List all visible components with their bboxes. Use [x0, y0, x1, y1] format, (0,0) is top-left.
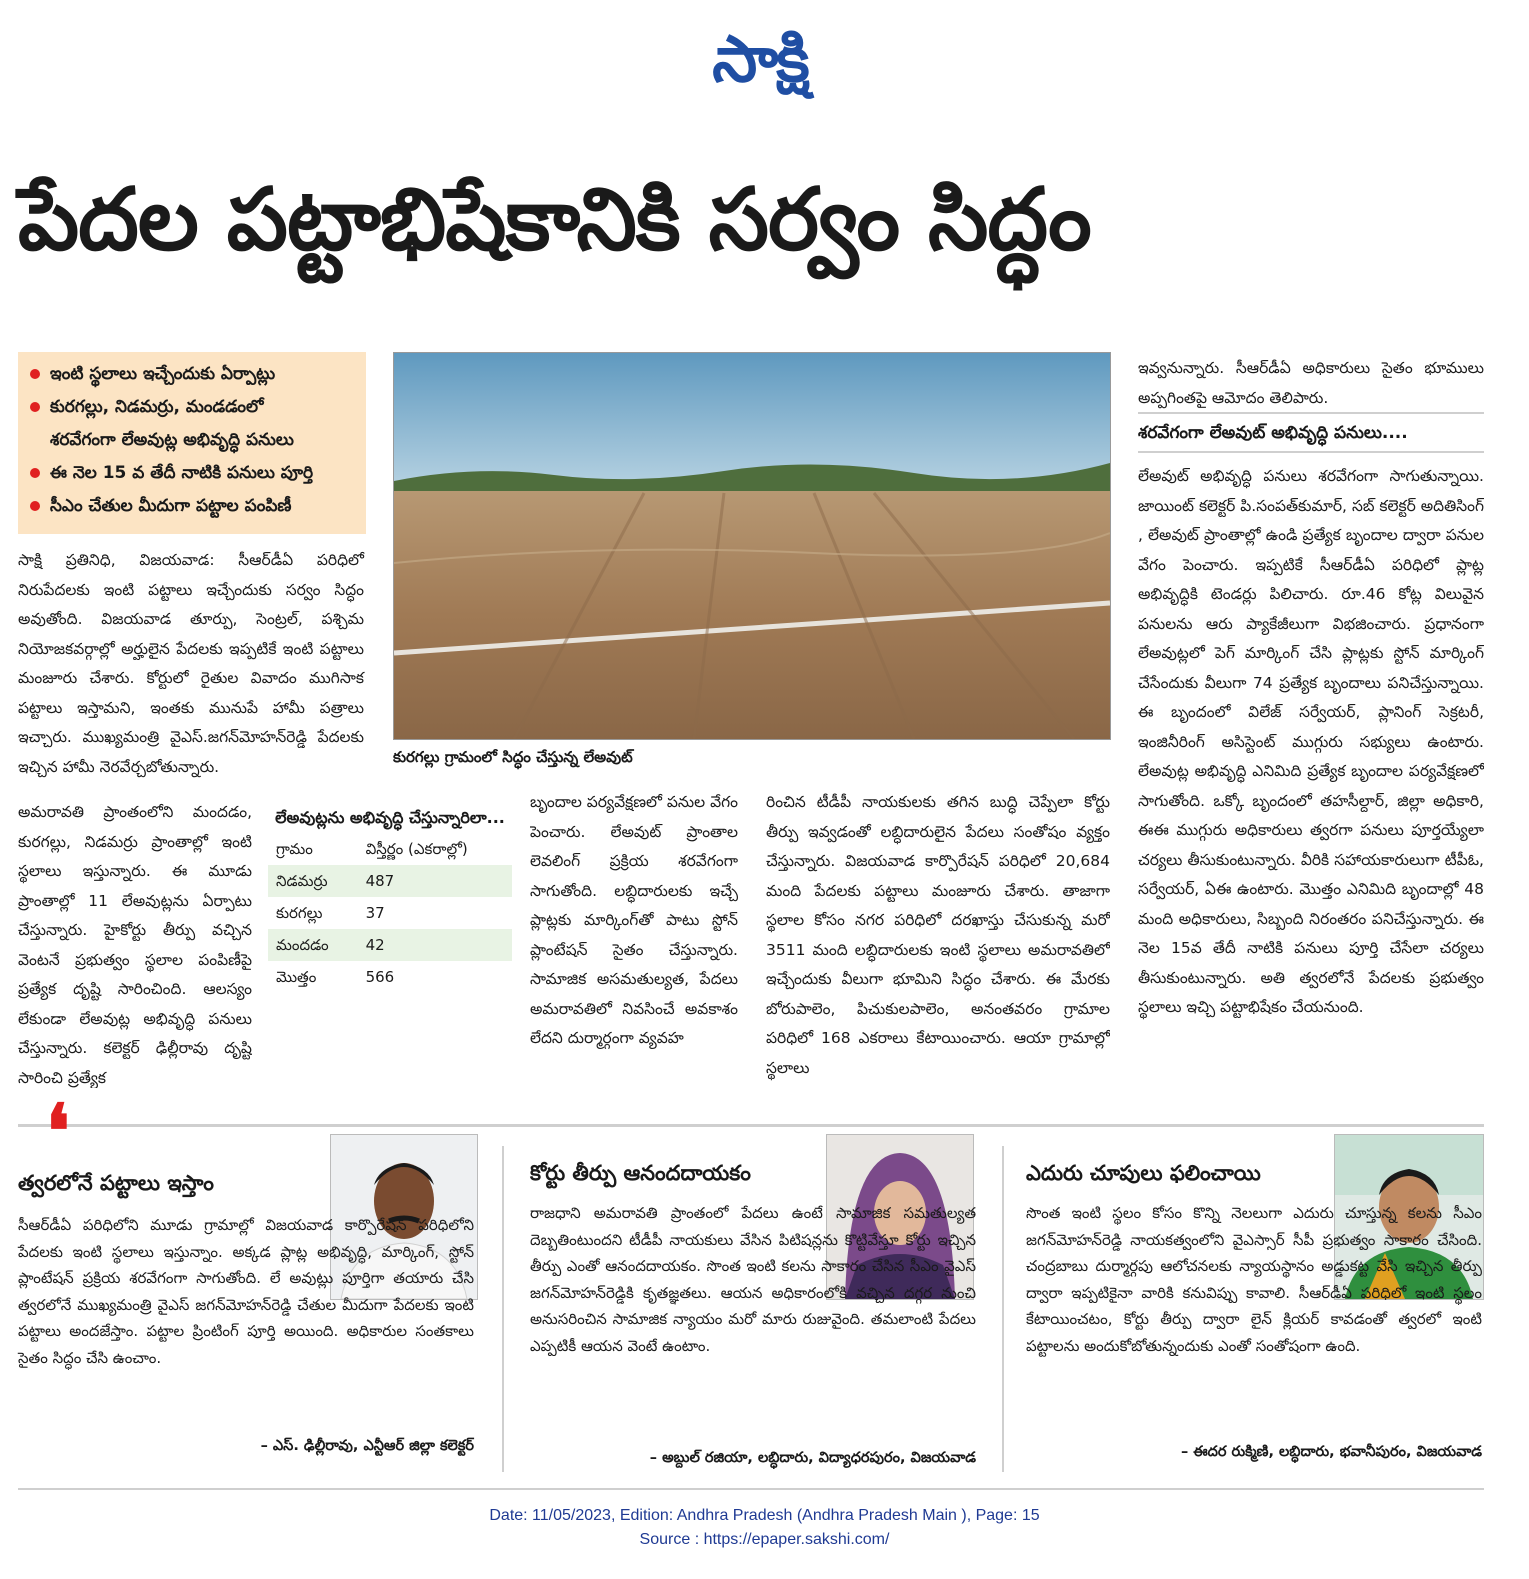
quote-body: సొంత ఇంటి స్థలం కోసం కొన్ని నెలలుగా ఎదురు చూస్తున్న కలను సీఎం జగన్‌మోహన్‌రెడ్డి నాయకత్వంలోని వైఎస్సార్‌ సీపీ ప్రభుత్వం సాకారం చేసింది. చంద్రబాబు దుర్మార్గపు ఆలోచనలకు న్యాయస్థానం అడ్డుకట్ట వేసి ఇచ్చిన తీర్పు ద్వారా ఇప్పటికైనా వారికి కనువిప్పు కావాలి. సీఆర్‌డీఏ పరిధిలో ఇంటి స్థలం కేటాయించటం, కోర్టు తీర్పు ద్వారా లైన్‌ క్లియర్‌ కావడంతో త్వరలో ఇంటి పట్టాలను అందుకోబోతున్నందుకు ఎంతో సంతోషంగా ఉంది.: [1026, 1204, 1482, 1355]
quote-heading: కోర్టు తీర్పు ఆనందదాయకం: [530, 1161, 751, 1185]
article-text: ఇవ్వనున్నారు. సీఆర్‌డీఏ అధికారులు సైతం భూములు అప్పగింతపై ఆమోదం తెలిపారు.: [1138, 359, 1484, 407]
table-cell-area: 42: [358, 929, 512, 961]
table-title: లేఅవుట్లను అభివృద్ధి చేస్తున్నారిలా...: [275, 808, 505, 827]
quote-signature: – అబ్దుల్‌ రజియా, లబ్ధిదారు, విద్యాధరపురం, విజయవాడ: [649, 1450, 976, 1466]
quote-body: రాజధాని అమరావతి ప్రాంతంలో పేదలు ఉంటే సామాజిక సమతుల్యత దెబ్బతింటుందని టీడీపీ నాయకులు వేసిన పిటిషన్లను కొట్టివేస్తూ కోర్టు ఇచ్చిన తీర్పు ఎంతో ఆనందదాయకం. సొంత ఇంటి కలను సాకారం చేసిన సీఎం వైఎస్‌ జగన్‌మోహన్‌రెడ్డికి కృతజ్ఞతలు. ఆయన అధికారంలోకి వచ్చిన దగ్గర నుంచి అనుసరించిన సామాజిక న్యాయం మరో మారు రుజువైంది. తమలాంటి పేదలు ఎప్పటికీ ఆయన వెంటే ఉంటాం.: [530, 1204, 976, 1355]
table-cell-village: మొత్తం: [276, 968, 317, 986]
area-table: [268, 833, 512, 993]
article-text: లేఅవుట్‌ అభివృద్ధి పనులు శరవేగంగా సాగుతున్నాయి. జాయింట్‌ కలెక్టర్‌ పి.సంపత్‌కుమార్, సబ్‌ కలెక్టర్‌ అదితిసింగ్‌ , లేఅవుట్‌ ప్రాంతాల్లో ఉండి ప్రత్యేక బృందాల ద్వారా పనుల వేగం పెంచారు. ఇప్పటికే సీఆర్‌డీఏ పరిధిలో ప్లాట్ల అభివృద్ధికి టెండర్లు పిలిచారు. రూ.46 కోట్ల విలువైన పనులను ఆరు ప్యాకేజీలుగా విభజించారు. ప్రధానంగా లేఅవుట్లలో పెగ్‌ మార్కింగ్‌ చేసి ప్లాట్లకు స్టోన్‌ మార్కింగ్‌ చేసేందుకు వీలుగా 74 ప్రత్యేక బృందాలు పనిచేస్తున్నాయి. ఈ బృందంలో విలేజ్‌ సర్వేయర్, ప్లానింగ్‌ సెక్రటరీ, ఇంజినీరింగ్‌ అసిస్టెంట్‌ ముగ్గురు సభ్యులు ఉంటారు. లేఅవుట్ల అభివృద్ధి ఎనిమిది ప్రత్యేక బృందాల పర్యవేక్షణలో సాగుతోంది. ఒక్కో బృందంలో తహసీల్దార్, జిల్లా అధికారి, ఈఈ ముగ్గురు అధికారులు త్వరగా పనులు పూర్తయ్యేలా చర్యలు తీసుకుంటున్నారు. వీరికి సహాయకారులుగా టీపీఓ, సర్వేయర్, ఏఈ ఉంటారు. మొత్తం ఎనిమిది బృందాల్లో 48 మంది అధికారులు, సిబ్బంది నిరంతరం పనిచేస్తున్నారు. ఈ నెల 15వ తేదీ నాటికి పనులు పూర్తి చేసేలా చర్యలు తీసుకుంటున్నారు. అతి త్వరలోనే పేదలకు ప్రభుత్వం స్థలాలు ఇచ్చి పట్టాభిషేకం చేయనుంది.: [1138, 467, 1484, 1016]
table-header-area: విస్తీర్ణం (ఎకరాల్లో): [365, 840, 468, 858]
highlight-item: కురగల్లు, నిడమర్రు, మండడంలో: [28, 391, 356, 424]
bullet-icon: [30, 402, 40, 412]
quote-heading: ఎదురు చూపులు ఫలించాయి: [1026, 1161, 1261, 1185]
divider: [1138, 412, 1484, 414]
article-column-3: [766, 788, 1110, 1088]
table-row: [268, 929, 512, 961]
bullet-icon: [30, 468, 40, 478]
article-column-2: [530, 788, 738, 1088]
column-divider: [502, 1146, 504, 1472]
article-column-1-bottom: [18, 798, 252, 1088]
table-header-row: [268, 833, 512, 865]
highlight-item: సీఎం చేతుల మీదుగా పట్టాల పంపిణీ: [28, 490, 356, 523]
table-cell-village: నిడమర్రు: [268, 865, 358, 897]
headline: పేదల పట్టాభిషేకానికి సర్వం సిద్ధం: [18, 170, 1091, 270]
footer: [0, 1504, 1529, 1552]
layout-site-photo: [393, 352, 1111, 740]
table-cell-village: కురగల్లు: [276, 904, 323, 922]
divider: [1138, 451, 1484, 453]
table-header-village: గ్రామం: [276, 840, 313, 858]
highlight-item-continued: శరవేగంగా లేఅవుట్ల అభివృద్ధి పనులు: [50, 430, 294, 450]
quote-heading: త్వరలోనే పట్టాలు ఇస్తాం: [18, 1171, 214, 1195]
article-column-4-top: [1138, 354, 1484, 413]
table-row: [268, 865, 512, 897]
layout-area-table: [268, 798, 512, 1078]
table-cell-area: 487: [358, 865, 512, 897]
footer-source-link[interactable]: Source : https://epaper.sakshi.com/: [639, 1531, 890, 1548]
highlights-box: [18, 352, 366, 534]
bullet-icon: [30, 369, 40, 379]
column-divider: [1002, 1146, 1004, 1472]
quote-signature: – ఎస్‌. ఢిల్లీరావు, ఎన్టీఆర్‌ జిల్లా కలెక్టర్‌: [260, 1438, 474, 1454]
highlight-item: ఇంటి స్థలాలు ఇచ్చేందుకు ఏర్పాట్లు: [28, 358, 356, 391]
table-cell-area: 566: [365, 968, 395, 986]
table-row: [268, 897, 512, 929]
footer-divider: [18, 1488, 1484, 1490]
article-text: రించిన టీడీపీ నాయకులకు తగిన బుద్ధి చెప్పేలా కోర్టు తీర్పు ఇవ్వడంతో లబ్ధిదారులైన పేదలు సంతోషం వ్యక్తం చేస్తున్నారు. విజయవాడ కార్పొరేషన్‌ పరిధిలో 20,684 మంది పేదలకు పట్టాలు మంజూరు చేశారు. తాజాగా స్థలాల కోసం నగర పరిధిలో దరఖాస్తు చేసుకున్న మరో 3511 మంది లబ్ధిదారులకు ఇంటి స్థలాలు అమరావతిలో ఇచ్చేందుకు వీలుగా భూమిని సిద్ధం చేశారు. ఈ మేరకు బోరుపాలెం, పిచుకులపాలెం, అనంతవరం గ్రామాల పరిధిలో 168 ఎకరాలు కేటాయించారు. ఆయా గ్రామాల్లో స్థలాలు: [766, 793, 1110, 1077]
quote-icon: ❛: [46, 1089, 70, 1175]
sakshi-logo: సాక్షి: [712, 23, 808, 97]
article-column-1-top: [18, 546, 364, 782]
table-cell-area: 37: [365, 904, 385, 922]
quotes-divider: [18, 1124, 1484, 1127]
highlight-item: ఈ నెల 15 వ తేదీ నాటికి పనులు పూర్తి: [28, 457, 356, 490]
section-subheading: శరవేగంగా లేఅవుట్‌ అభివృద్ధి పనులు....: [1138, 423, 1408, 443]
article-text: సాక్షి ప్రతినిధి, విజయవాడ: సీఆర్‌డీఏ పరిధిలో నిరుపేదలకు ఇంటి పట్టాలు ఇచ్చేందుకు సర్వం సిద్ధం అవుతోంది. విజయవాడ తూర్పు, సెంట్రల్, పశ్చిమ నియోజకవర్గాల్లో అర్హులైన పేదలకు ఇప్పటికే ఇంటి పట్టాలు మంజూరు చేశారు. కోర్టులో రైతుల వివాదం ముగిసాక పట్టాలు ఇస్తామని, ఇంతకు మునుపే హామీ పత్రాలు ఇచ్చారు. ముఖ్యమంత్రి వైఎస్‌.జగన్‌మోహన్‌రెడ్డి పేదలకు ఇచ్చిన హామీ నెరవేర్చబోతున్నారు.: [18, 551, 364, 776]
article-text: బృందాల పర్యవేక్షణలో పనుల వేగం పెంచారు. లేఅవుట్‌ ప్రాంతాల లెవలింగ్‌ ప్రక్రియ శరవేగంగా సాగుతోంది. లబ్ధిదారులకు ఇచ్చే ప్లాట్లకు మార్కింగ్‌తో పాటు స్టోన్‌ ప్లాంటేషన్‌ సైతం చేస్తున్నారు. సామాజిక అసమతుల్యత, పేదలు అమరావతిలో నివసించే అవకాశం లేదని దుర్మార్గంగా వ్యవహ: [530, 793, 738, 1047]
article-column-4-body: [1138, 462, 1484, 1094]
article-text: అమరావతి ప్రాంతంలోని మందడం, కురగల్లు, నిడమర్రు ప్రాంతాల్లో ఇంటి స్థలాలు ఇస్తున్నారు. ఈ మూడు ప్రాంతాల్లో 11 లేఅవుట్లను ఏర్పాటు చేస్తున్నారు. హైకోర్టు తీర్పు వచ్చిన వెంటనే ప్రభుత్వం స్థలాల పంపిణీపై ప్రత్యేక దృష్టి సారించింది. ఆలస్యం లేకుండా లేఅవుట్ల అభివృద్ధి పనులు చేస్తున్నారు. కలెక్టర్‌ ఢిల్లీరావు దృష్టి సారించి ప్రత్యేక: [18, 803, 252, 1087]
quote-body: సీఆర్‌డీఏ పరిధిలోని మూడు గ్రామాల్లో విజయవాడ కార్పొరేషన్‌ పరిధిలోని పేదలకు ఇంటి స్థలాలు ఇస్తున్నాం. అక్కడ ప్లాట్ల అభివృద్ధి, మార్కింగ్, స్టోన్‌ ప్లాంటేషన్‌ ప్రక్రియ శరవేగంగా సాగుతోంది. లే అవుట్లు పూర్తిగా తయారు చేసి త్వరలోనే ముఖ్యమంత్రి వైఎస్‌ జగన్‌మోహన్‌రెడ్డి చేతుల మీదుగా పేదలకు ఇంటి పట్టాలు అందజేస్తాం. పట్టాల ప్రింటింగ్‌ పూర్తి అయింది. అధికారుల సంతకాలు సైతం సిద్ధం చేసి ఉంచాం.: [18, 1216, 474, 1367]
bullet-icon: [30, 501, 40, 511]
quote-signature: – ఈదర రుక్మిణి, లబ్ధిదారు, భవానీపురం, విజయవాడ: [1180, 1444, 1482, 1460]
table-cell-village: మందడం: [268, 929, 358, 961]
footer-edition-info: Date: 11/05/2023, Edition: Andhra Pradesh (Andhra Pradesh Main ), Page: 15: [489, 1507, 1040, 1524]
table-row-total: [268, 961, 512, 993]
photo-caption: కురగల్లు గ్రామంలో సిద్ధం చేస్తున్న లేఅవుట్: [393, 748, 633, 766]
